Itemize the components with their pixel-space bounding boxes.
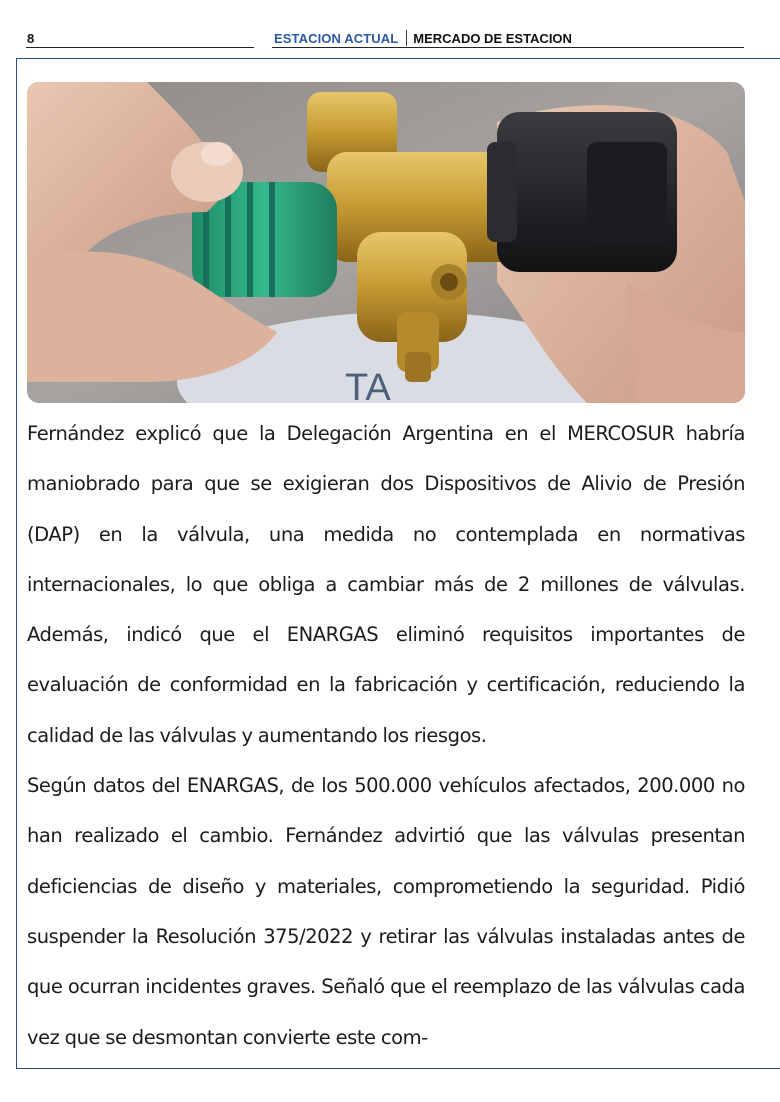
article-photo bbox=[27, 82, 745, 403]
header-rule-right bbox=[272, 47, 744, 48]
section-header bbox=[274, 30, 572, 46]
tank-lettering: TA bbox=[345, 367, 391, 403]
frame-left bbox=[16, 58, 17, 1068]
section-primary: ESTACION ACTUAL bbox=[274, 31, 399, 46]
article-body bbox=[27, 409, 745, 1063]
section-separator bbox=[406, 30, 407, 46]
paragraph-1: Fernández explicó que la Delegación Argentina en el MERCOSUR habría maniobrado para que se exigieran dos Dispositivos de Alivio de Presión (DAP) en la válvula, una medida no contemplada en normativas internacionales, lo que obliga a cambiar más de 2 millones de válvulas. Además, indicó que el ENARGAS eliminó requisitos importantes de evaluación de conformidad en la fabricación y certificación, reduciendo la calidad de las válvulas y aumentando los riesgos. bbox=[27, 422, 745, 747]
header-rule-left bbox=[26, 47, 254, 48]
page-number: 8 bbox=[27, 31, 35, 46]
section-secondary: MERCADO DE ESTACION bbox=[413, 31, 572, 46]
frame-top bbox=[16, 58, 780, 59]
paragraph-2: Según datos del ENARGAS, de los 500.000 vehículos afectados, 200.000 no han realizado el cambio. Fernández advirtió que las válvulas presentan deficiencias de diseño y materiales, comprometiendo la seguridad. Pidió suspender la Resolución 375/2022 y retirar las válvulas instaladas antes de que ocurran incidentes graves. Señaló que el reemplazo de las válvulas cada vez que se desmontan convierte este com- bbox=[27, 774, 745, 1049]
frame-bottom bbox=[16, 1068, 780, 1069]
